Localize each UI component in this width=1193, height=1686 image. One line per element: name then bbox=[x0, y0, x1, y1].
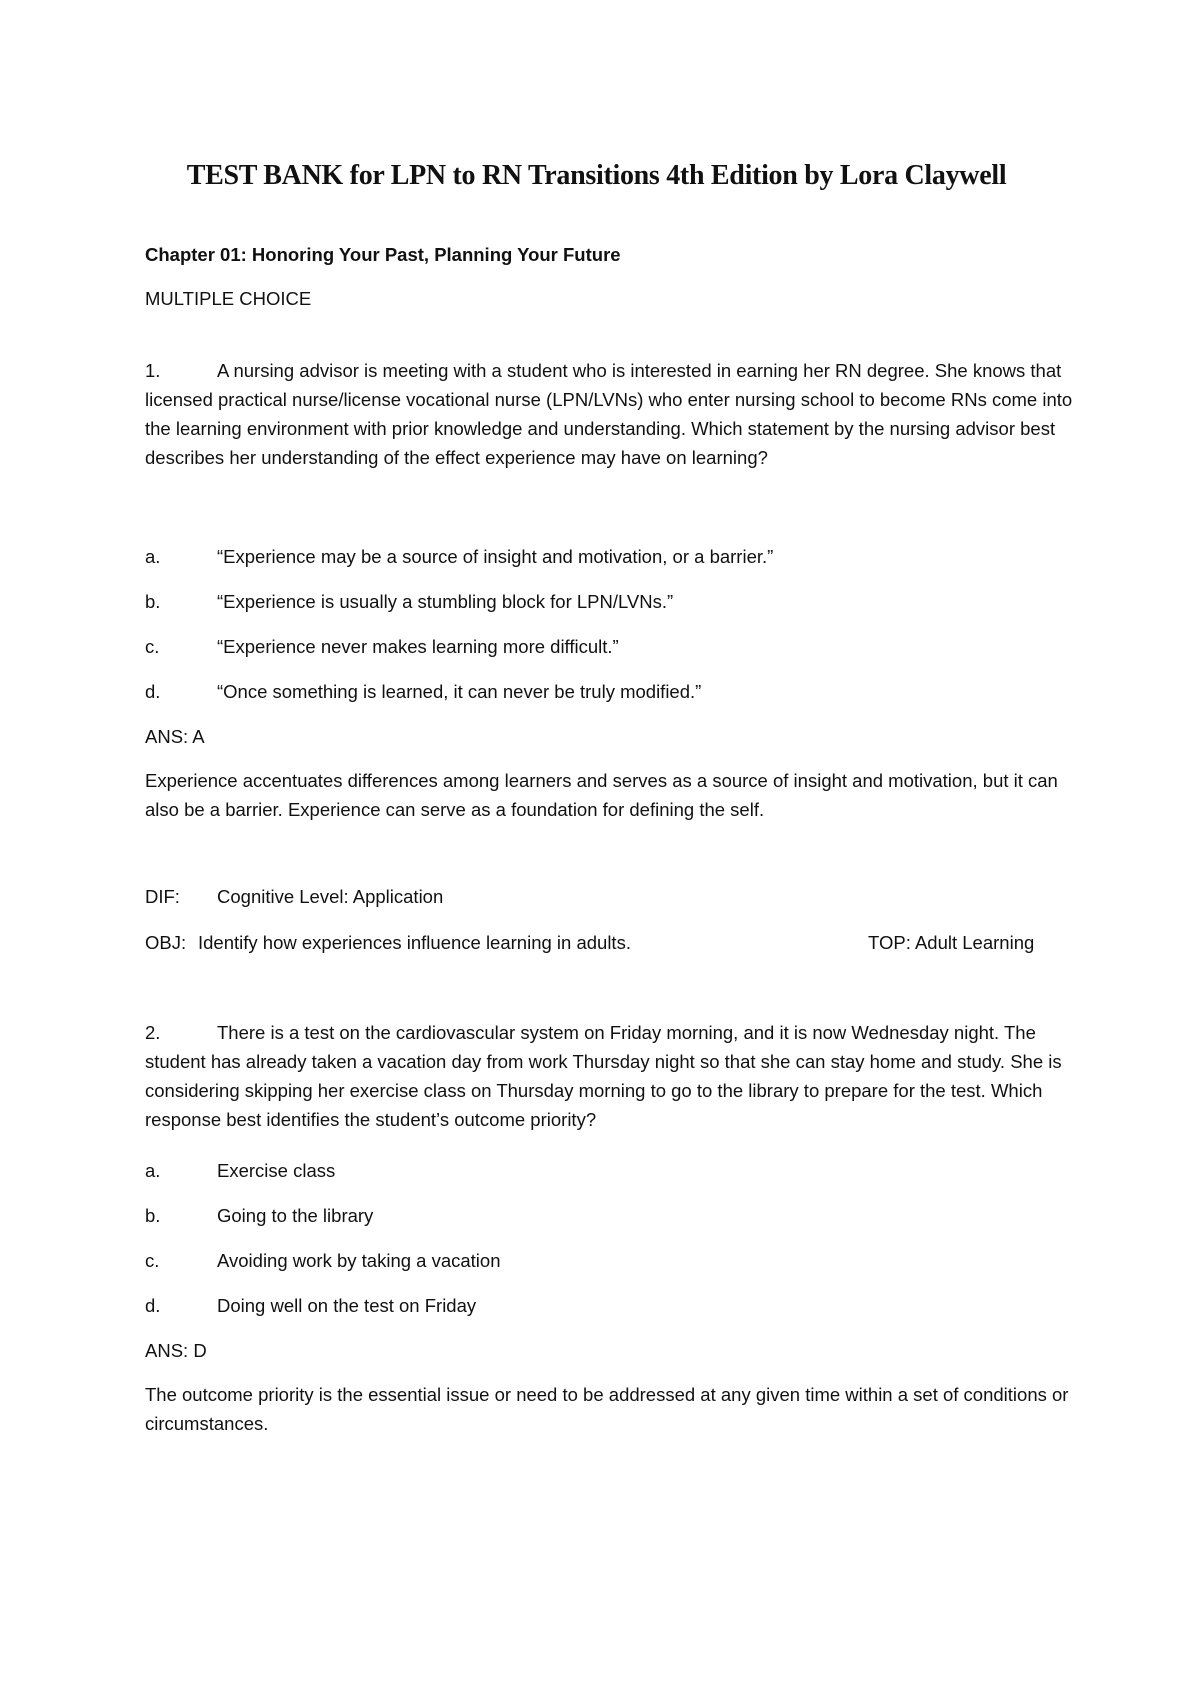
option-text: “Experience may be a source of insight and motivation, or a barrier.” bbox=[217, 546, 774, 567]
question-number: 1. bbox=[145, 360, 161, 381]
option-text: Exercise class bbox=[217, 1160, 336, 1181]
question-2-option-b bbox=[145, 1205, 373, 1227]
option-letter: a. bbox=[145, 546, 161, 567]
question-2-rationale: The outcome priority is the essential issue or need to be addressed at any given time within a set of conditions or circumstances. bbox=[145, 1384, 1069, 1434]
question-2-stem bbox=[145, 1018, 1080, 1134]
option-letter: c. bbox=[145, 1250, 160, 1271]
option-text: Doing well on the test on Friday bbox=[217, 1295, 477, 1316]
option-text: Avoiding work by taking a vacation bbox=[217, 1250, 501, 1271]
question-2-answer: ANS: D bbox=[145, 1340, 207, 1361]
section-heading: MULTIPLE CHOICE bbox=[145, 288, 312, 309]
question-1-option-b bbox=[145, 591, 673, 613]
topic-label: TOP: Adult Learning bbox=[868, 932, 1035, 953]
question-number: 2. bbox=[145, 1022, 161, 1043]
dif-value: Cognitive Level: Application bbox=[217, 886, 444, 907]
question-1-answer: ANS: A bbox=[145, 726, 205, 747]
question-2-option-d bbox=[145, 1295, 476, 1317]
question-2-option-a bbox=[145, 1160, 335, 1182]
question-text: A nursing advisor is meeting with a student who is interested in earning her RN degree. She knows that licensed practical nurse/license vocational nurse (LPN/LVNs) who enter nursing school to become RNs come into the learning environment with prior knowledge and understanding. Which statement by the nursing advisor best describes her understanding of the effect experience may have on learning? bbox=[145, 360, 1073, 468]
question-1-objective bbox=[145, 932, 1080, 954]
obj-label: OBJ: bbox=[145, 932, 187, 953]
option-letter: c. bbox=[145, 636, 160, 657]
document-title: TEST BANK for LPN to RN Transitions 4th Edition by Lora Claywell bbox=[186, 160, 1007, 191]
option-letter: b. bbox=[145, 1205, 161, 1226]
question-1-option-c bbox=[145, 636, 619, 658]
question-text: There is a test on the cardiovascular system on Friday morning, and it is now Wednesday night. The student has already taken a vacation day from work Thursday night so that she can stay home and study. She is considering skipping her exercise class on Thursday morning to go to the library to prepare for the test. Which response best identifies the student’s outcome priority? bbox=[145, 1022, 1062, 1130]
chapter-heading: Chapter 01: Honoring Your Past, Planning Your Future bbox=[145, 244, 621, 265]
question-1-difficulty bbox=[145, 886, 443, 908]
question-1-option-d bbox=[145, 681, 701, 703]
question-1-stem bbox=[145, 356, 1080, 472]
option-letter: d. bbox=[145, 1295, 161, 1316]
question-1-option-a bbox=[145, 546, 773, 568]
dif-label: DIF: bbox=[145, 886, 180, 907]
question-2-option-c bbox=[145, 1250, 501, 1272]
option-letter: a. bbox=[145, 1160, 161, 1181]
obj-value: Identify how experiences influence learning in adults. bbox=[198, 932, 631, 953]
option-letter: d. bbox=[145, 681, 161, 702]
option-text: “Experience never makes learning more difficult.” bbox=[217, 636, 619, 657]
question-1-rationale: Experience accentuates differences among learners and serves as a source of insight and motivation, but it can also be a barrier. Experience can serve as a foundation for defining the self. bbox=[145, 770, 1058, 820]
option-letter: b. bbox=[145, 591, 161, 612]
option-text: “Once something is learned, it can never be truly modified.” bbox=[217, 681, 702, 702]
option-text: Going to the library bbox=[217, 1205, 374, 1226]
option-text: “Experience is usually a stumbling block for LPN/LVNs.” bbox=[217, 591, 674, 612]
